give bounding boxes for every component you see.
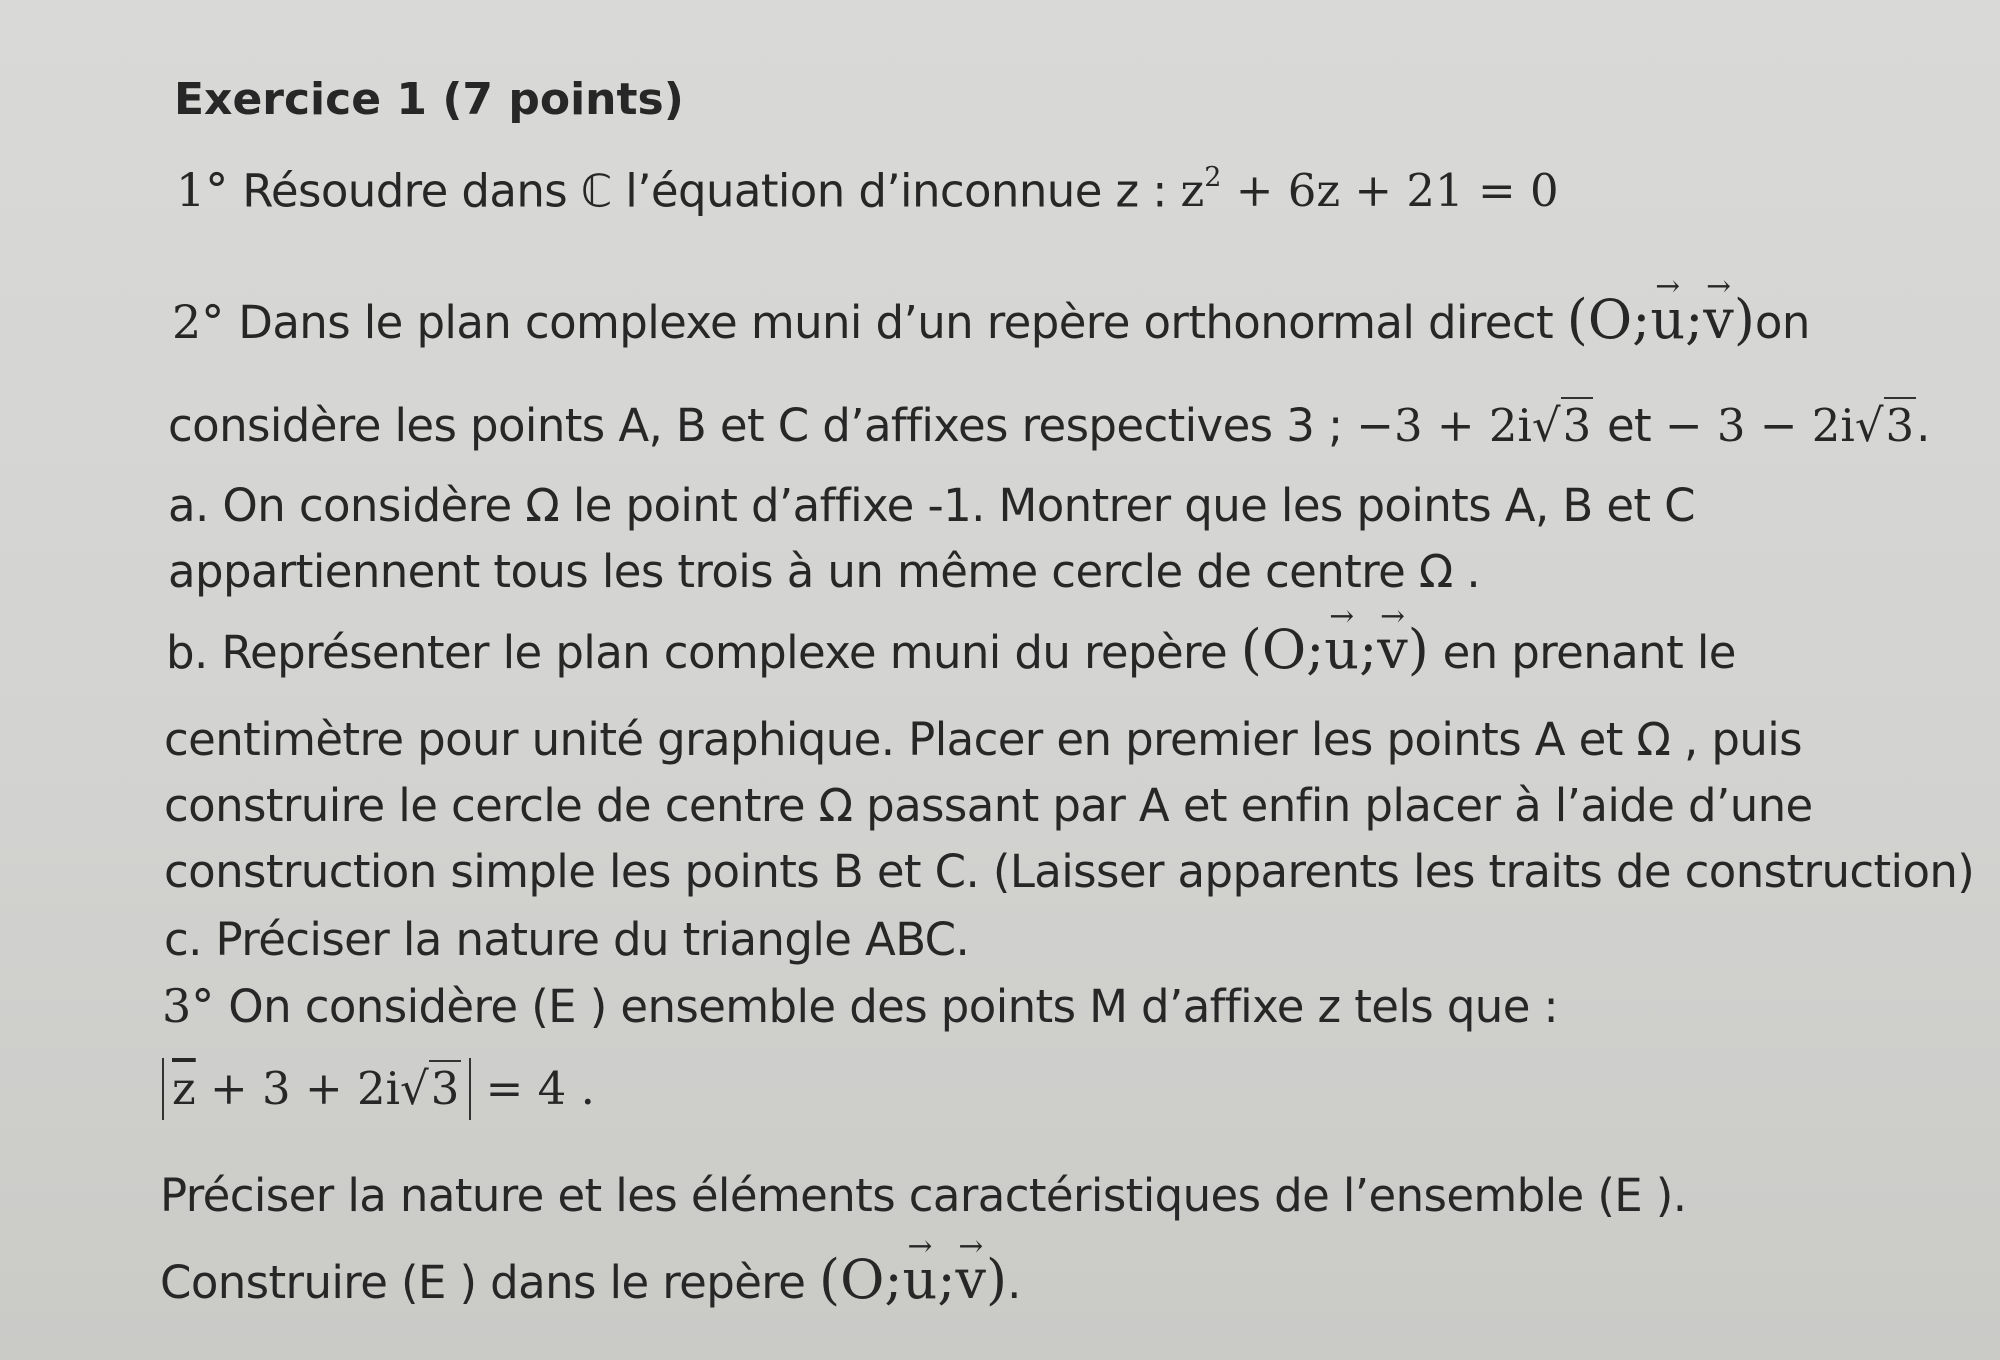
q2-line1 xyxy=(172,290,1810,353)
repere-notation: (O;u →;v →) xyxy=(1567,288,1755,351)
q2-points-text: considère les points A, B et C d’affixes respectives 3 ; xyxy=(168,399,1343,452)
et-word: et xyxy=(1606,399,1652,452)
q2-intro: Dans le plan complexe muni d’un repère orthonormal direct xyxy=(238,296,1554,349)
q3-line1: 3° On considère (E ) ensemble des points M d’affixe z tels que : xyxy=(162,979,1559,1033)
exercise-title: Exercice 1 (7 points) xyxy=(174,74,684,125)
repere-notation-e: (O;u →;v →) xyxy=(819,1248,1007,1311)
q1-number: 1° xyxy=(176,163,229,218)
q1-line xyxy=(176,148,1559,221)
q2a-line1: a. On considère Ω le point d’affixe -1. Montrer que les points A, B et C xyxy=(168,479,1695,532)
q2b-line2: centimètre pour unité graphique. Placer en premier les points A et Ω , puis xyxy=(164,713,1803,766)
q2c-line: c. Préciser la nature du triangle ABC. xyxy=(164,913,970,966)
q2b-line4: construction simple les points B et C. (Laisser apparents les traits de construction) xyxy=(164,845,1975,898)
q3-equation: $\overline{z} + 3 + 2i√3 = 4$ . xyxy=(162,1058,595,1120)
q3-line-construire: Construire (E ) dans le repère (O;u →;v →). xyxy=(160,1250,1021,1313)
q1-text: Résoudre dans ℂ l’équation d’inconnue z : xyxy=(242,164,1167,218)
repere-notation-b: (O;u →;v →) xyxy=(1241,618,1429,681)
affixe-c: − 3 − 2i√3 xyxy=(1664,399,1915,452)
q3-line-nature: Préciser la nature et les éléments caractéristiques de l’ensemble (E ). xyxy=(160,1169,1687,1222)
q2b-line1: b. Représenter le plan complexe muni du repère (O;u →;v →) en prenant le xyxy=(166,620,1736,683)
q3-number: 3° xyxy=(162,979,215,1033)
q2b-line3: construire le cercle de centre Ω passant par A et enfin placer à l’aide d’une xyxy=(164,779,1813,832)
q2a-line2: appartiennent tous les trois à un même cercle de centre Ω . xyxy=(168,545,1481,598)
q2-intro-end: on xyxy=(1754,296,1810,349)
q2-line2: considère les points A, B et C d’affixes respectives 3 ; −3 + 2i√3 et − 3 − 2i√3. xyxy=(168,399,1930,452)
q1-equation: $z^2 + 6z + 21 = 0$ xyxy=(1180,162,1559,218)
affixe-b: −3 + 2i√3 xyxy=(1356,399,1592,452)
modulus-expression: $\overline{z} + 3 + 2i√3$ xyxy=(162,1058,471,1120)
q2-number: 2° xyxy=(172,295,225,349)
